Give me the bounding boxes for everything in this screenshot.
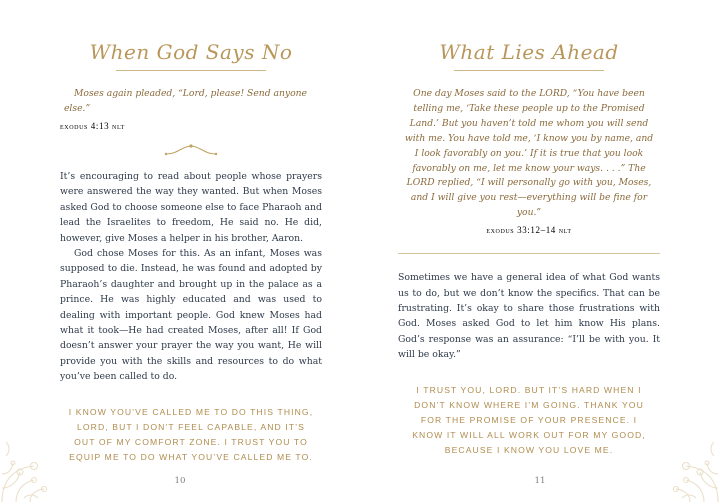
- page-title: When God Says No: [89, 40, 293, 64]
- page-number: 11: [534, 476, 546, 486]
- body-paragraph: It’s encouraging to read about people whose prayers were answered the way they wanted. But when Moses asked God to choose someone else to face Pharaoh and lead the Israelites to freedom, He said no. He did, however, give Moses a helper in his brother, Aaron.: [60, 170, 322, 244]
- body-paragraph: God chose Moses for this. As an infant, Moses was supposed to die. Instead, he was found and adopted by Pharaoh’s daughter and brought up in the palace as a prince. He was highly educated and was used to dealing with important people. God knew Moses had what it took—He had created Moses, after all! If God doesn’t answer your prayer the way you want, He will provide you with the skills and resources to do what you’ve been called to do.: [60, 247, 322, 383]
- scripture-verse: Moses again pleaded, “Lord, please! Send anyone else.”: [64, 88, 307, 114]
- prayer-text: I KNOW YOU’VE CALLED ME TO DO THIS THING, LORD, BUT I DON’T FEEL CAPABLE, AND IT’S OUT OF MY COMFORT ZONE. I TRUST YOU TO EQUIP ME TO DO WHAT YOU’VE CALLED ME TO.: [68, 406, 314, 462]
- section-divider: [398, 253, 660, 254]
- title-rule: [454, 70, 604, 71]
- flourish-ornament-icon: [60, 143, 322, 157]
- title-rule: [116, 70, 266, 71]
- prayer-text: I TRUST YOU, LORD. BUT IT’S HARD WHEN I DON’T KNOW WHERE I’M GOING. THANK YOU FOR THE PROMISE OF YOUR PRESENCE. I KNOW IT WILL ALL WORK OUT FOR MY GOOD, BECAUSE I KNOW YOU LOVE ME.: [412, 384, 646, 455]
- scripture-verse: One day Moses said to the LORD, “You have been telling me, ‘Take these people up to the Promised Land.’ But you haven’t told me whom you will send with me. You have told me, ‘I know you by name, and I look favorably on you.’ If it is true that you look favorably on me, let me know your ways. . . .” The LORD replied, “I will personally go with you, Moses, and I will give you rest—everything will be fine for you.”: [404, 88, 654, 219]
- body-paragraph: Sometimes we have a general idea of what God wants us to do, but we don’t know the specifics. That can be frustrating. It’s okay to share those frustrations with God. Moses asked God to let him know His plans. God’s response was an assurance: “I’ll be with you. It will be okay.”: [398, 272, 660, 361]
- scripture-reference: exodus 33:12–14 nlt: [486, 225, 572, 236]
- right-page: [360, 0, 720, 504]
- page-title: What Lies Ahead: [439, 40, 619, 64]
- scripture-reference: exodus 4:13 nlt: [60, 120, 125, 131]
- page-number: 10: [174, 476, 186, 486]
